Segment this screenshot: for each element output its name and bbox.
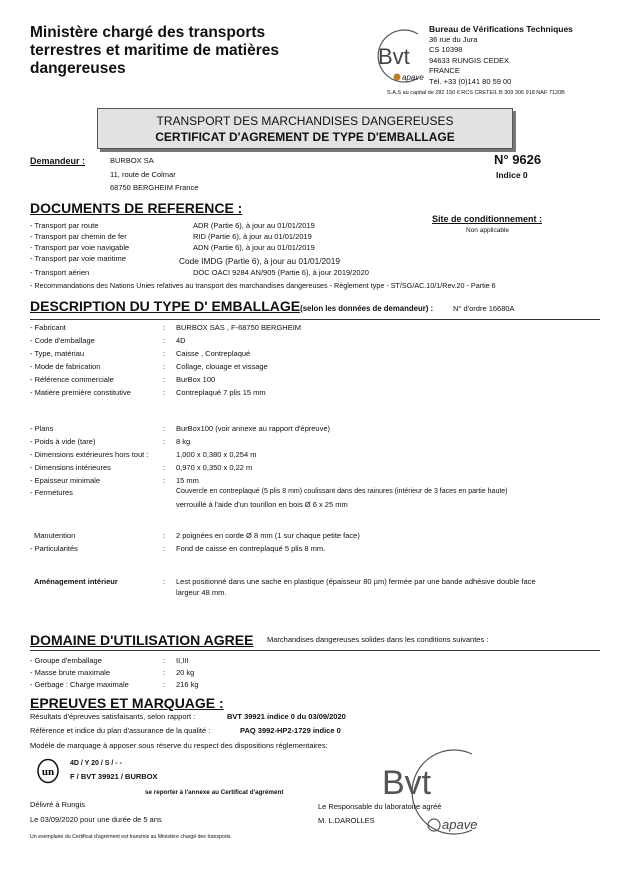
applicant-address-1: 11, route de Colmar [110, 170, 176, 179]
desc-label: - Dimensions intérieures [30, 463, 111, 472]
colon: : [163, 437, 166, 446]
desc-value: 15 mm [176, 476, 199, 485]
company-registration: S.A.S au capital de 282 150 € RCS CRETEIL B 309 306 918 NAF 7120B [387, 90, 565, 96]
test-results-value: BVT 39921 indice 0 du 03/09/2020 [227, 712, 346, 721]
desc-value: BURBOX SAS , F-68750 BERGHEIM [176, 323, 302, 332]
applicant-label: Demandeur : [30, 156, 86, 166]
marking-heading: EPREUVES ET MARQUAGE : [30, 695, 224, 711]
quality-plan-value: PAQ 3992-HP2-1729 indice 0 [240, 726, 341, 735]
colon: : [163, 362, 166, 371]
delivered-place: Délivré à Rungis [30, 800, 86, 809]
amenagement-value: Lest positionné dans une sache en plastique (épaisseur 80 µm) fermée par une bande adhésive double face [176, 577, 536, 586]
bureau-block [429, 24, 573, 87]
desc-label: - Fermetures [30, 488, 73, 497]
certificate-title-box [97, 108, 513, 149]
domain-heading: DOMAINE D'UTILISATION AGREE [30, 632, 254, 648]
manutention-label: Manutention [34, 531, 76, 540]
colon: : [163, 476, 166, 485]
desc-label: - Dimensions extérieures hors tout : [30, 450, 149, 459]
domain-label: - Masse brute maximale [30, 668, 111, 677]
site-label: Site de conditionnement : [432, 214, 543, 224]
domain-value: 216 kg [176, 680, 199, 689]
desc-value: Contreplaqué 7 plis 15 mm [176, 388, 266, 397]
annex-note: se reporter à l'annexe au Certificat d'agrément [145, 789, 284, 796]
desc-value-continued: verrouillé à l'aide d'un tourillon en bois Ø 6 x 25 mm [176, 500, 348, 509]
stamp-text: Bvt [382, 764, 432, 802]
desc-value: Couvercle en contreplaqué (5 plis 8 mm) coulissant dans des rainures (intérieur de 3 faces en partie haute) [176, 488, 508, 495]
colon: : [163, 680, 166, 689]
divider [30, 650, 600, 651]
divider [30, 319, 600, 320]
manutention-value: 2 poignées en corde Ø 8 mm (1 sur chaque petite face) [176, 531, 360, 540]
colon: : [163, 349, 166, 358]
marking-line-1: 4D / Y 20 / S / - - [70, 760, 122, 767]
domain-label: - Groupe d'emballage [30, 656, 102, 665]
domain-intro: Marchandises dangereuses solides dans les conditions suivantes : [267, 635, 489, 644]
bureau-address-line: 36 rue du Jura [429, 34, 478, 44]
logo-sub: apave [402, 73, 424, 82]
desc-value: 8 kg [176, 437, 191, 446]
logo-text: Bvt [378, 44, 410, 69]
stamp-sub: apave [442, 817, 478, 832]
site-value: Non applicable [466, 227, 510, 234]
reference-value: ADR (Partie 6), à jour au 01/01/2019 [193, 221, 315, 230]
reference-label: - Transport par chemin de fer [30, 232, 127, 241]
bvt-apave-logo [366, 28, 430, 84]
description-heading: DESCRIPTION DU TYPE D' EMBALLAGE [30, 298, 301, 314]
reference-value: DOC OACI 9284 AN/905 (Partie 6), à jour 2019/2020 [193, 268, 369, 277]
delivery-date: Le 03/09/2020 pour une durée de 5 ans [30, 815, 162, 824]
references-heading: DOCUMENTS DE REFERENCE : [30, 200, 243, 216]
reference-value: RID (Partie 6), à jour au 01/01/2019 [193, 232, 312, 241]
copy-note: Un exemplaire du Certificat d'agrément est transmis au Ministère chargé des transports. [30, 834, 232, 840]
test-results-label: Résultats d'épreuves satisfaisants, selon rapport : [30, 712, 196, 721]
order-number: N° d'ordre 16680A [453, 304, 515, 313]
particularites-label: - Particularités [30, 544, 78, 553]
desc-label: - Type, matériau [30, 349, 85, 358]
domain-value: 20 kg [176, 668, 195, 677]
desc-value: 4D [176, 336, 186, 345]
un-packaging-symbol-icon [36, 758, 60, 784]
bureau-address-line: Tél. +33 (0)141 80 59 00 [429, 76, 512, 86]
desc-label: - Référence commerciale [30, 375, 114, 384]
bureau-title: Bureau de Vérifications Techniques [429, 24, 573, 34]
desc-value: Caisse , Contreplaqué [176, 349, 251, 358]
colon: : [163, 656, 166, 665]
domain-label: - Gerbage : Charge maximale [30, 680, 129, 689]
desc-label: - Matière première constitutive [30, 388, 131, 397]
reference-label: - Transport par route [30, 221, 99, 230]
certificate-number: N° 9626 [494, 152, 542, 167]
desc-value: BurBox100 (voir annexe au rapport d'épreuve) [176, 424, 331, 433]
responsible-title: Le Responsable du laboratoire agréé [318, 802, 442, 811]
title-line-1: TRANSPORT DES MARCHANDISES DANGEREUSES [156, 114, 454, 128]
bvt-stamp [372, 742, 492, 842]
certificate-index: Indice 0 [496, 170, 528, 180]
bureau-address-line: CS 10398 [429, 45, 463, 54]
bureau-address-line: 94633 RUNGIS CEDEX [429, 55, 510, 65]
colon: : [163, 424, 166, 433]
description-subheading: (selon les données de demandeur) : [300, 304, 434, 313]
desc-value: 0,970 x 0,350 x 0,22 m [176, 463, 253, 472]
title-line-2: CERTIFICAT D'AGREMENT DE TYPE D'EMBALLAGE [155, 130, 455, 144]
amenagement-value-continued: largeur 48 mm. [176, 588, 227, 597]
colon: : [163, 577, 166, 586]
particularites-value: Fond de caisse en contreplaqué 5 plis 8 mm. [176, 544, 326, 553]
desc-label: - Plans [30, 424, 54, 433]
marking-model-text: Modèle de marquage à apposer sous réserve du respect des dispositions réglementaires: [30, 741, 328, 750]
amenagement-label: Aménagement intérieur [34, 577, 118, 586]
reference-label: - Transport aérien [30, 268, 90, 277]
reference-label: - Transport par voie maritime [30, 254, 126, 263]
responsible-name: M. L.DAROLLES [318, 816, 375, 825]
reference-value: Code IMDG (Partie 6), à jour au 01/01/2019 [179, 256, 340, 266]
un-recommendations: - Recommandations des Nations Unies relatives au transport des marchandises dangereuses - Règlement type - ST/SG/AC.10/1/Rev.20 - Partie 6 [30, 281, 496, 290]
desc-value: BurBox 100 [176, 375, 216, 384]
desc-label: - Epaisseur minimale [30, 476, 101, 485]
colon: : [163, 531, 166, 540]
un-symbol-text: un [41, 766, 55, 778]
desc-label: - Fabricant [30, 323, 66, 332]
reference-value: ADN (Partie 6), à jour au 01/01/2019 [193, 243, 315, 252]
colon: : [163, 336, 166, 345]
colon: : [163, 463, 166, 472]
colon: : [163, 323, 166, 332]
applicant-name: BURBOX SA [110, 156, 154, 165]
colon: : [163, 668, 166, 677]
desc-label: - Mode de fabrication [30, 362, 101, 371]
colon: : [163, 544, 166, 553]
desc-value: Collage, clouage et vissage [176, 362, 268, 371]
domain-value: II,III [176, 656, 189, 665]
description-heading-group [30, 298, 433, 316]
colon: : [163, 388, 166, 397]
ministry-title: Ministère chargé des transports terrestres et maritime de matières dangereuses [30, 24, 279, 77]
marking-line-2: F / BVT 39921 / BURBOX [70, 772, 158, 781]
applicant-address-2: 68750 BERGHEIM France [110, 183, 199, 192]
desc-label: - Poids à vide (tare) [30, 437, 96, 446]
quality-plan-label: Référence et indice du plan d'assurance de la qualité : [30, 726, 211, 735]
reference-label: - Transport par voie navigable [30, 243, 130, 252]
bureau-address-line: FRANCE [429, 66, 460, 75]
desc-value: 1,000 x 0,380 x 0,254 m [176, 450, 257, 459]
colon: : [163, 375, 166, 384]
desc-label: - Code d'emballage [30, 336, 95, 345]
